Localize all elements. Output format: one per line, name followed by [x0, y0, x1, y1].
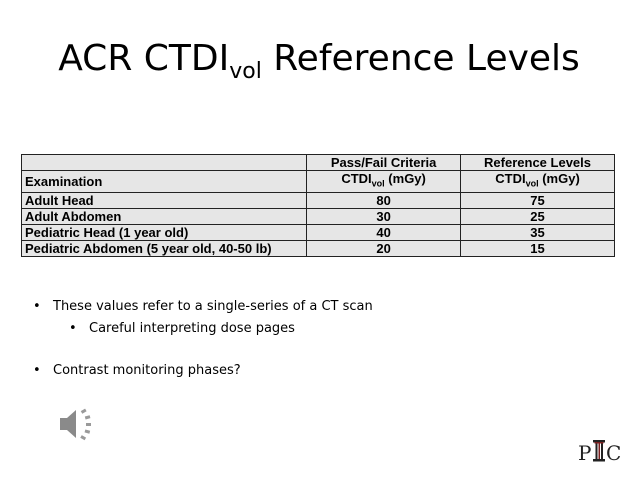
- bullet-dot-icon: •: [69, 321, 77, 336]
- header-reference: Reference Levels: [461, 155, 615, 171]
- header-pf-unit: [307, 171, 461, 193]
- header-pass-fail: Pass/Fail Criteria: [307, 155, 461, 171]
- row-pass-fail: 30: [307, 208, 461, 224]
- header-ref-unit: [461, 171, 615, 193]
- pf-unit-main: CTDI: [341, 171, 372, 186]
- bullet-text: Careful interpreting dose pages: [89, 321, 295, 336]
- table-row: [22, 224, 615, 240]
- header-blank: [22, 155, 307, 171]
- row-pass-fail: 80: [307, 192, 461, 208]
- bullet-text: These values refer to a single-series of a CT scan: [53, 299, 373, 314]
- reference-levels-table: [21, 154, 615, 257]
- row-exam: Pediatric Abdomen (5 year old, 40-50 lb): [22, 240, 307, 256]
- speaker-icon[interactable]: [56, 402, 100, 446]
- row-pass-fail: 20: [307, 240, 461, 256]
- table-row: [22, 192, 615, 208]
- bullet-text: Contrast monitoring phases?: [53, 363, 241, 378]
- bullet-list: [33, 296, 373, 382]
- bullet-spacer: [33, 340, 373, 360]
- ref-unit-main: CTDI: [495, 171, 526, 186]
- svg-text:C: C: [606, 441, 622, 465]
- row-reference: 15: [461, 240, 615, 256]
- row-reference: 35: [461, 224, 615, 240]
- title-tail: Reference Levels: [261, 38, 580, 79]
- bullet-item: [33, 360, 373, 382]
- bullet-dot-icon: •: [33, 363, 41, 378]
- row-exam: Adult Abdomen: [22, 208, 307, 224]
- slide-title: [0, 38, 638, 84]
- table-header-row-2: [22, 171, 615, 193]
- row-exam: Adult Head: [22, 192, 307, 208]
- row-reference: 25: [461, 208, 615, 224]
- bullet-dot-icon: •: [33, 299, 41, 314]
- pf-unit-tail: (mGy): [384, 171, 426, 186]
- table-row: [22, 240, 615, 256]
- ptc-logo: [576, 437, 622, 467]
- table-header-row-1: [22, 155, 615, 171]
- header-examination: Examination: [22, 171, 307, 193]
- title-main: ACR CTDI: [58, 38, 230, 79]
- svg-text:P: P: [578, 441, 592, 465]
- ref-unit-sub: vol: [525, 178, 539, 189]
- bullet-item: [33, 296, 373, 318]
- bullet-subitem: [69, 318, 373, 340]
- pf-unit-sub: vol: [371, 178, 385, 189]
- table-row: [22, 208, 615, 224]
- row-pass-fail: 40: [307, 224, 461, 240]
- ref-unit-tail: (mGy): [538, 171, 580, 186]
- title-subscript: vol: [229, 59, 262, 84]
- row-reference: 75: [461, 192, 615, 208]
- row-exam: Pediatric Head (1 year old): [22, 224, 307, 240]
